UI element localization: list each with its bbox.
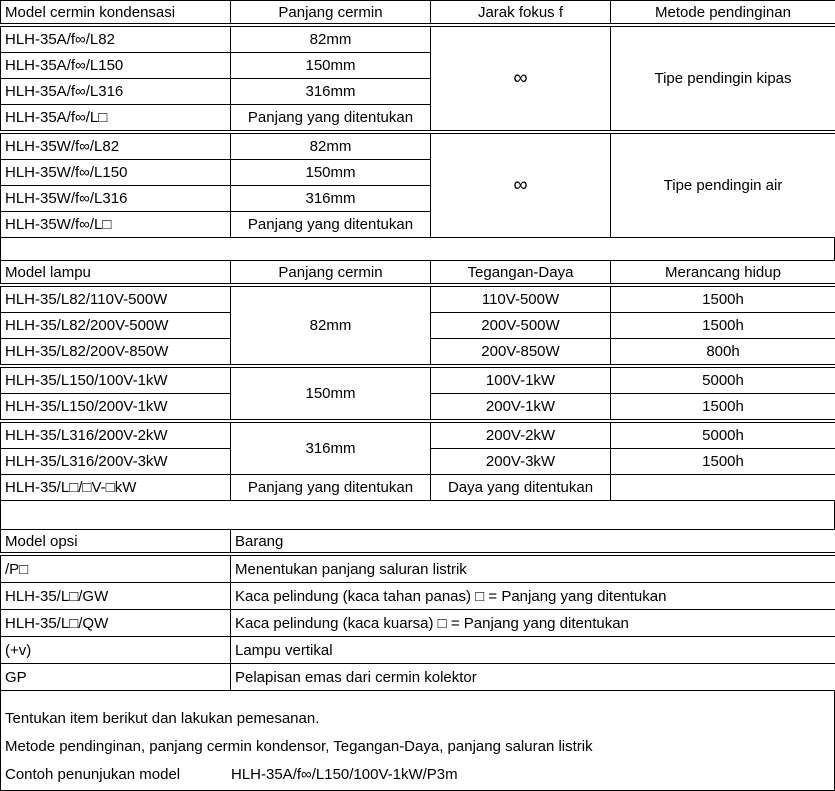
- option-model-cell: /P□: [1, 554, 231, 583]
- table-row: [1, 421, 835, 449]
- model-cell: HLH-35/L82/200V-850W: [1, 339, 231, 367]
- item-cell: Lampu vertikal: [231, 637, 835, 664]
- header-condenser-model: Model cermin kondensasi: [1, 1, 231, 26]
- condenser-mirror-table: [0, 0, 835, 238]
- voltage-power-cell: 110V-500W: [431, 285, 611, 313]
- mirror-length-cell: Panjang yang ditentukan: [231, 105, 431, 133]
- table-row: [1, 25, 835, 53]
- mirror-length-cell: Panjang yang ditentukan: [231, 475, 431, 501]
- model-cell: HLH-35W/f∞/L150: [1, 160, 231, 186]
- table-row: [1, 554, 835, 583]
- mirror-length-cell: Panjang yang ditentukan: [231, 212, 431, 238]
- cooling-method-cell: Tipe pendingin air: [611, 132, 835, 238]
- model-cell: HLH-35/L82/200V-500W: [1, 313, 231, 339]
- mirror-length-cell: 316mm: [231, 79, 431, 105]
- model-cell: HLH-35/L316/200V-3kW: [1, 449, 231, 475]
- model-cell: HLH-35/L150/100V-1kW: [1, 366, 231, 394]
- model-cell: HLH-35W/f∞/L82: [1, 132, 231, 160]
- model-cell: HLH-35A/f∞/L150: [1, 53, 231, 79]
- header-lamp-model: Model lampu: [1, 261, 231, 286]
- voltage-power-cell: 200V-500W: [431, 313, 611, 339]
- mirror-length-cell: 150mm: [231, 160, 431, 186]
- voltage-power-cell: 200V-2kW: [431, 421, 611, 449]
- mirror-length-cell: 316mm: [231, 421, 431, 475]
- voltage-power-cell: 200V-1kW: [431, 394, 611, 422]
- design-life-cell: 1500h: [611, 449, 835, 475]
- model-cell: HLH-35/L150/200V-1kW: [1, 394, 231, 422]
- option-model-cell: HLH-35/L□/GW: [1, 583, 231, 610]
- table-row: [1, 366, 835, 394]
- option-model-cell: HLH-35/L□/QW: [1, 610, 231, 637]
- mirror-length-cell: 316mm: [231, 186, 431, 212]
- mirror-length-cell: 150mm: [231, 366, 431, 421]
- model-cell: HLH-35A/f∞/L316: [1, 79, 231, 105]
- item-cell: Menentukan panjang saluran listrik: [231, 554, 835, 583]
- model-cell: HLH-35/L316/200V-2kW: [1, 421, 231, 449]
- header-focal-distance: Jarak fokus f: [431, 1, 611, 26]
- spacer: [0, 501, 835, 529]
- design-life-cell: 800h: [611, 339, 835, 367]
- table-row: [1, 583, 835, 610]
- design-life-cell: 1500h: [611, 313, 835, 339]
- header-mirror-length: Panjang cermin: [231, 261, 431, 286]
- mirror-length-cell: 82mm: [231, 285, 431, 366]
- design-life-cell: 1500h: [611, 394, 835, 422]
- item-cell: Kaca pelindung (kaca tahan panas) □ = Panjang yang ditentukan: [231, 583, 835, 610]
- header-cooling-method: Metode pendinginan: [611, 1, 835, 26]
- example-value: HLH-35A/f∞/L150/100V-1kW/P3m: [231, 761, 458, 789]
- item-cell: Kaca pelindung (kaca kuarsa) □ = Panjang yang ditentukan: [231, 610, 835, 637]
- design-life-cell: 1500h: [611, 285, 835, 313]
- table-row: [1, 132, 835, 160]
- model-cell: HLH-35W/f∞/L□: [1, 212, 231, 238]
- focal-distance-cell: ∞: [431, 132, 611, 238]
- example-label: Contoh penunjukan model: [5, 761, 231, 789]
- mirror-length-cell: 150mm: [231, 53, 431, 79]
- cooling-method-cell: Tipe pendingin kipas: [611, 25, 835, 132]
- mirror-length-cell: 82mm: [231, 132, 431, 160]
- table-row: [1, 475, 835, 501]
- table-row: [1, 637, 835, 664]
- table-row: [1, 285, 835, 313]
- example-row: [5, 761, 830, 789]
- header-design-life: Merancang hidup: [611, 261, 835, 286]
- lamp-table: [0, 260, 835, 501]
- option-model-cell: GP: [1, 664, 231, 691]
- voltage-power-cell: 200V-850W: [431, 339, 611, 367]
- options-table: [0, 529, 835, 691]
- option-model-cell: (+v): [1, 637, 231, 664]
- spacer: [0, 238, 835, 260]
- voltage-power-cell: 200V-3kW: [431, 449, 611, 475]
- focal-distance-cell: ∞: [431, 25, 611, 132]
- design-life-cell: 5000h: [611, 366, 835, 394]
- item-cell: Pelapisan emas dari cermin kolektor: [231, 664, 835, 691]
- table-row: [1, 610, 835, 637]
- voltage-power-cell: Daya yang ditentukan: [431, 475, 611, 501]
- design-life-cell: 5000h: [611, 421, 835, 449]
- header-item: Barang: [231, 530, 835, 555]
- model-cell: HLH-35W/f∞/L316: [1, 186, 231, 212]
- ordering-note-line: Tentukan item berikut dan lakukan pemesanan.: [5, 705, 830, 733]
- design-life-cell: [611, 475, 835, 501]
- header-option-model: Model opsi: [1, 530, 231, 555]
- ordering-items-line: Metode pendinginan, panjang cermin kondensor, Tegangan-Daya, panjang saluran listrik: [5, 733, 830, 761]
- table-row: [1, 664, 835, 691]
- mirror-length-cell: 82mm: [231, 25, 431, 53]
- model-cell: HLH-35A/f∞/L□: [1, 105, 231, 133]
- voltage-power-cell: 100V-1kW: [431, 366, 611, 394]
- header-mirror-length: Panjang cermin: [231, 1, 431, 26]
- ordering-notes: [0, 691, 835, 791]
- header-voltage-power: Tegangan-Daya: [431, 261, 611, 286]
- model-cell: HLH-35A/f∞/L82: [1, 25, 231, 53]
- model-cell: HLH-35/L□/□V-□kW: [1, 475, 231, 501]
- model-cell: HLH-35/L82/110V-500W: [1, 285, 231, 313]
